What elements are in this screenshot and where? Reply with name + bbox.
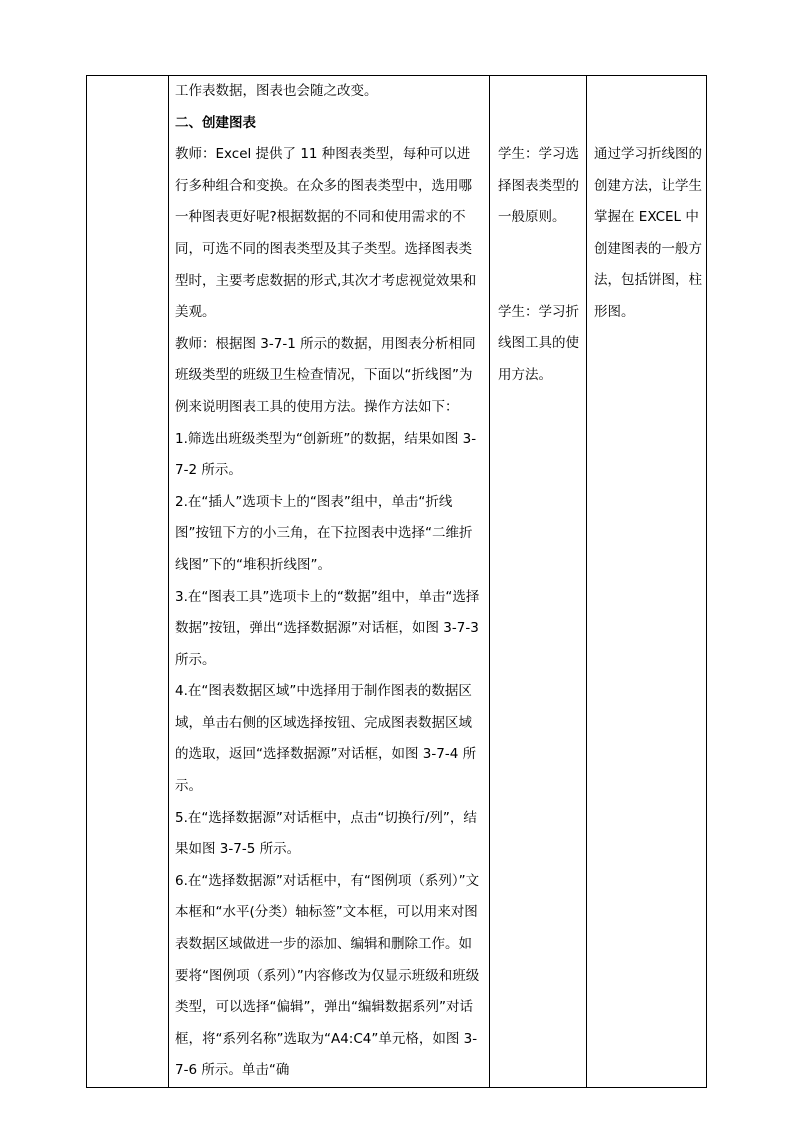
- spacer: [498, 234, 580, 297]
- paragraph-teacher-1: 教师：Excel 提供了 11 种图表类型，每种可以进行多种组合和变换。在众多的图表类型中，选用哪一种图表更好呢?根据数据的不同和使用需求的不同，可选不同的图表类型及其子类型。选择图表类型时，主要考虑数据的形式,其次才考虑视觉效果和美观。: [175, 146, 477, 321]
- section-heading: 二、创建图表: [175, 114, 256, 131]
- spacer: [498, 76, 580, 139]
- spacer: [594, 76, 702, 139]
- step-6: 6.在“选择数据源”对话框中，有“图例项（系列）”文本框和“水平(分类）轴标签”文本框，可以用来对图表数据区域做进一步的添加、编辑和删除工作。如要将“图例项（系列）”内容修改为仅显示班级和班级类型，可以选择“偏辑”，弹出“编辑数据系列”对话框，将“系列名称”选取为“A4:C4”单元格，如图 3-7-6 所示。单击“确: [175, 872, 480, 1079]
- table-row: [87, 76, 707, 1088]
- design-intent-cell: [587, 76, 707, 1088]
- student-item-2: 学生：学习折线图工具的使用方法。: [498, 303, 579, 383]
- step-4: 4.在“图表数据区域”中选择用于制作图表的数据区域，单击右侧的区域选择按钮、完成图表数据区域的选取，返回“选择数据源”对话框，如图 3-7-4 所示。: [175, 683, 477, 795]
- student-activity-cell: [490, 76, 587, 1088]
- paragraph-intro-tail: 工作表数据，图表也会随之改变。: [175, 83, 378, 99]
- student-item-1: 学生：学习选择图表类型的一般原则。: [498, 146, 579, 226]
- blank-column-cell: [87, 76, 169, 1088]
- design-intent-text: 通过学习折线图的创建方法，让学生掌握在 EXCEL 中创建图表的一般方法，包括饼图，柱形图。: [594, 146, 702, 320]
- step-5: 5.在“选择数据源”对话框中，点击“切换行/列”，结果如图 3-7-5 所示。: [175, 809, 477, 858]
- paragraph-teacher-2: 教师：根据图 3-7-1 所示的数据，用图表分析相同班级类型的班级卫生检查情况，下面以“折线图”为例来说明图表工具的使用方法。操作方法如下：: [175, 335, 476, 415]
- step-2: 2.在“插人”选项卡上的“图表”组中，单击“折线图”按钮下方的小三角，在下拉图表中选择“二维折线图”下的“堆积折线图”。: [175, 493, 473, 573]
- lesson-plan-table: [86, 75, 707, 1088]
- step-1: 1.筛选出班级类型为“创新班”的数据，结果如图 3-7-2 所示。: [175, 430, 477, 479]
- step-3: 3.在“图表工具”选项卡上的“数据”组中，单击“选择数据”按钮，弹出“选择数据源”对话框，如图 3-7-3 所示。: [175, 588, 484, 668]
- teacher-activity-cell: [169, 76, 490, 1088]
